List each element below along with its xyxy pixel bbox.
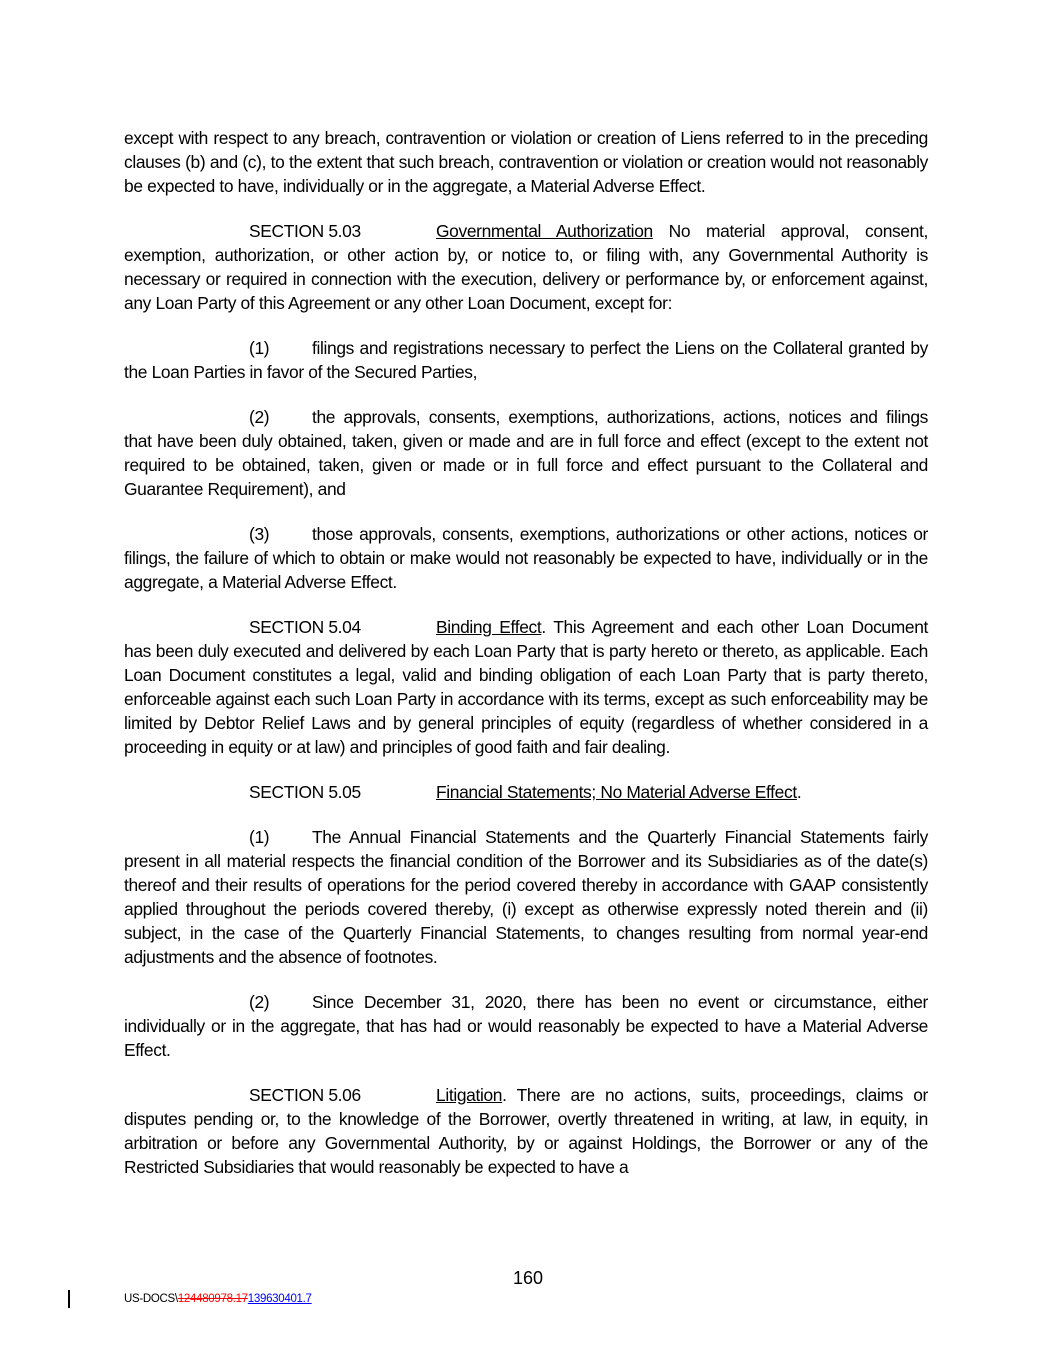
section-body: No material approval, consent, exemption, authorization, or other action by, or notice to, or filing with, any Governmental Authority is necessary or required in connection with the execution, delivery or performance by, or enforcement against, any Loan Party of this Agreement or any other Loan Document, except for:	[124, 221, 928, 313]
clause-5-05-1	[124, 825, 928, 969]
clause-text: those approvals, consents, exemptions, authorizations or other actions, notices or filings, the failure of which to obtain or make would not reasonably be expected to have, individually or in the aggregate, a Material Adverse Effect.	[124, 524, 928, 592]
section-5-04	[124, 615, 928, 759]
section-5-03	[124, 219, 928, 315]
section-body: . There are no actions, suits, proceedings, claims or disputes pending or, to the knowledge of the Borrower, overtly threatened in writing, at law, in equity, in arbitration or before any Governmental Authority, by or against Holdings, the Borrower or any of the Restricted Subsidiaries that would reasonably be expected to have a	[124, 1085, 928, 1177]
clause-5-03-1	[124, 336, 928, 384]
clause-text: filings and registrations necessary to perfect the Liens on the Collateral granted by the Loan Parties in favor of the Secured Parties,	[124, 338, 928, 382]
clause-text: Since December 31, 2020, there has been no event or circumstance, either individually or in the aggregate, that has had or would reasonably be expected to have a Material Adverse Effect.	[124, 992, 928, 1060]
section-heading: Financial Statements; No Material Adverse Effect	[436, 782, 797, 802]
section-heading: Binding Effect	[436, 617, 542, 637]
deleted-doc-id: 124480978.17	[177, 1293, 248, 1305]
clause-number: (1)	[249, 338, 270, 358]
page-number: 160	[512, 1268, 544, 1288]
section-heading: Litigation	[436, 1085, 503, 1105]
section-body: .	[796, 782, 802, 802]
section-5-06	[124, 1083, 928, 1179]
section-5-05	[124, 780, 928, 804]
document-body	[124, 126, 928, 1200]
section-number: SECTION 5.05	[249, 782, 361, 802]
section-number: SECTION 5.06	[249, 1085, 361, 1105]
doc-id-prefix: US-DOCS\	[124, 1293, 178, 1305]
clause-5-03-3	[124, 522, 928, 594]
clause-number: (1)	[249, 827, 270, 847]
section-body: . This Agreement and each other Loan Document has been duly executed and delivered by each Loan Party that is party hereto or thereto, as applicable. Each Loan Document constitutes a legal, valid and binding obligation of each Loan Party that is party thereto, enforceable against each such Loan Party in accordance with its terms, except as such enforceability may be limited by Debtor Relief Laws and by general principles of equity (regardless of whether considered in a proceeding in equity or at law) and principles of good faith and fair dealing.	[124, 617, 928, 757]
section-heading: Governmental Authorization	[436, 221, 653, 241]
clause-number: (2)	[249, 992, 270, 1012]
clause-5-05-2	[124, 990, 928, 1062]
clause-number: (3)	[249, 524, 270, 544]
inserted-doc-id: 139630401.7	[247, 1293, 312, 1305]
document-id-footer	[124, 1293, 312, 1305]
section-number: SECTION 5.03	[249, 221, 361, 241]
paragraph-continuation: except with respect to any breach, contravention or violation or creation of Liens referred to in the preceding clauses (b) and (c), to the extent that such breach, contravention or violation or creation would not reasonably be expected to have, individually or in the aggregate, a Material Adverse Effect.	[124, 128, 928, 196]
change-bar	[68, 1290, 70, 1308]
clause-5-03-2	[124, 405, 928, 501]
clause-text: The Annual Financial Statements and the Quarterly Financial Statements fairly present in all material respects the financial condition of the Borrower and its Subsidiaries as of the date(s) thereof and their results of operations for the period covered thereby in accordance with GAAP consistently applied throughout the periods covered thereby, (i) except as otherwise expressly noted therein and (ii) subject, in the case of the Quarterly Financial Statements, to changes resulting from normal year-end adjustments and the absence of footnotes.	[124, 827, 928, 967]
section-number: SECTION 5.04	[249, 617, 361, 637]
clause-text: the approvals, consents, exemptions, authorizations, actions, notices and filings that have been duly obtained, taken, given or made and are in full force and effect (except to the extent not required to be obtained, taken, given or made or in full force and effect pursuant to the Collateral and Guarantee Requirement), and	[124, 407, 928, 499]
clause-number: (2)	[249, 407, 270, 427]
